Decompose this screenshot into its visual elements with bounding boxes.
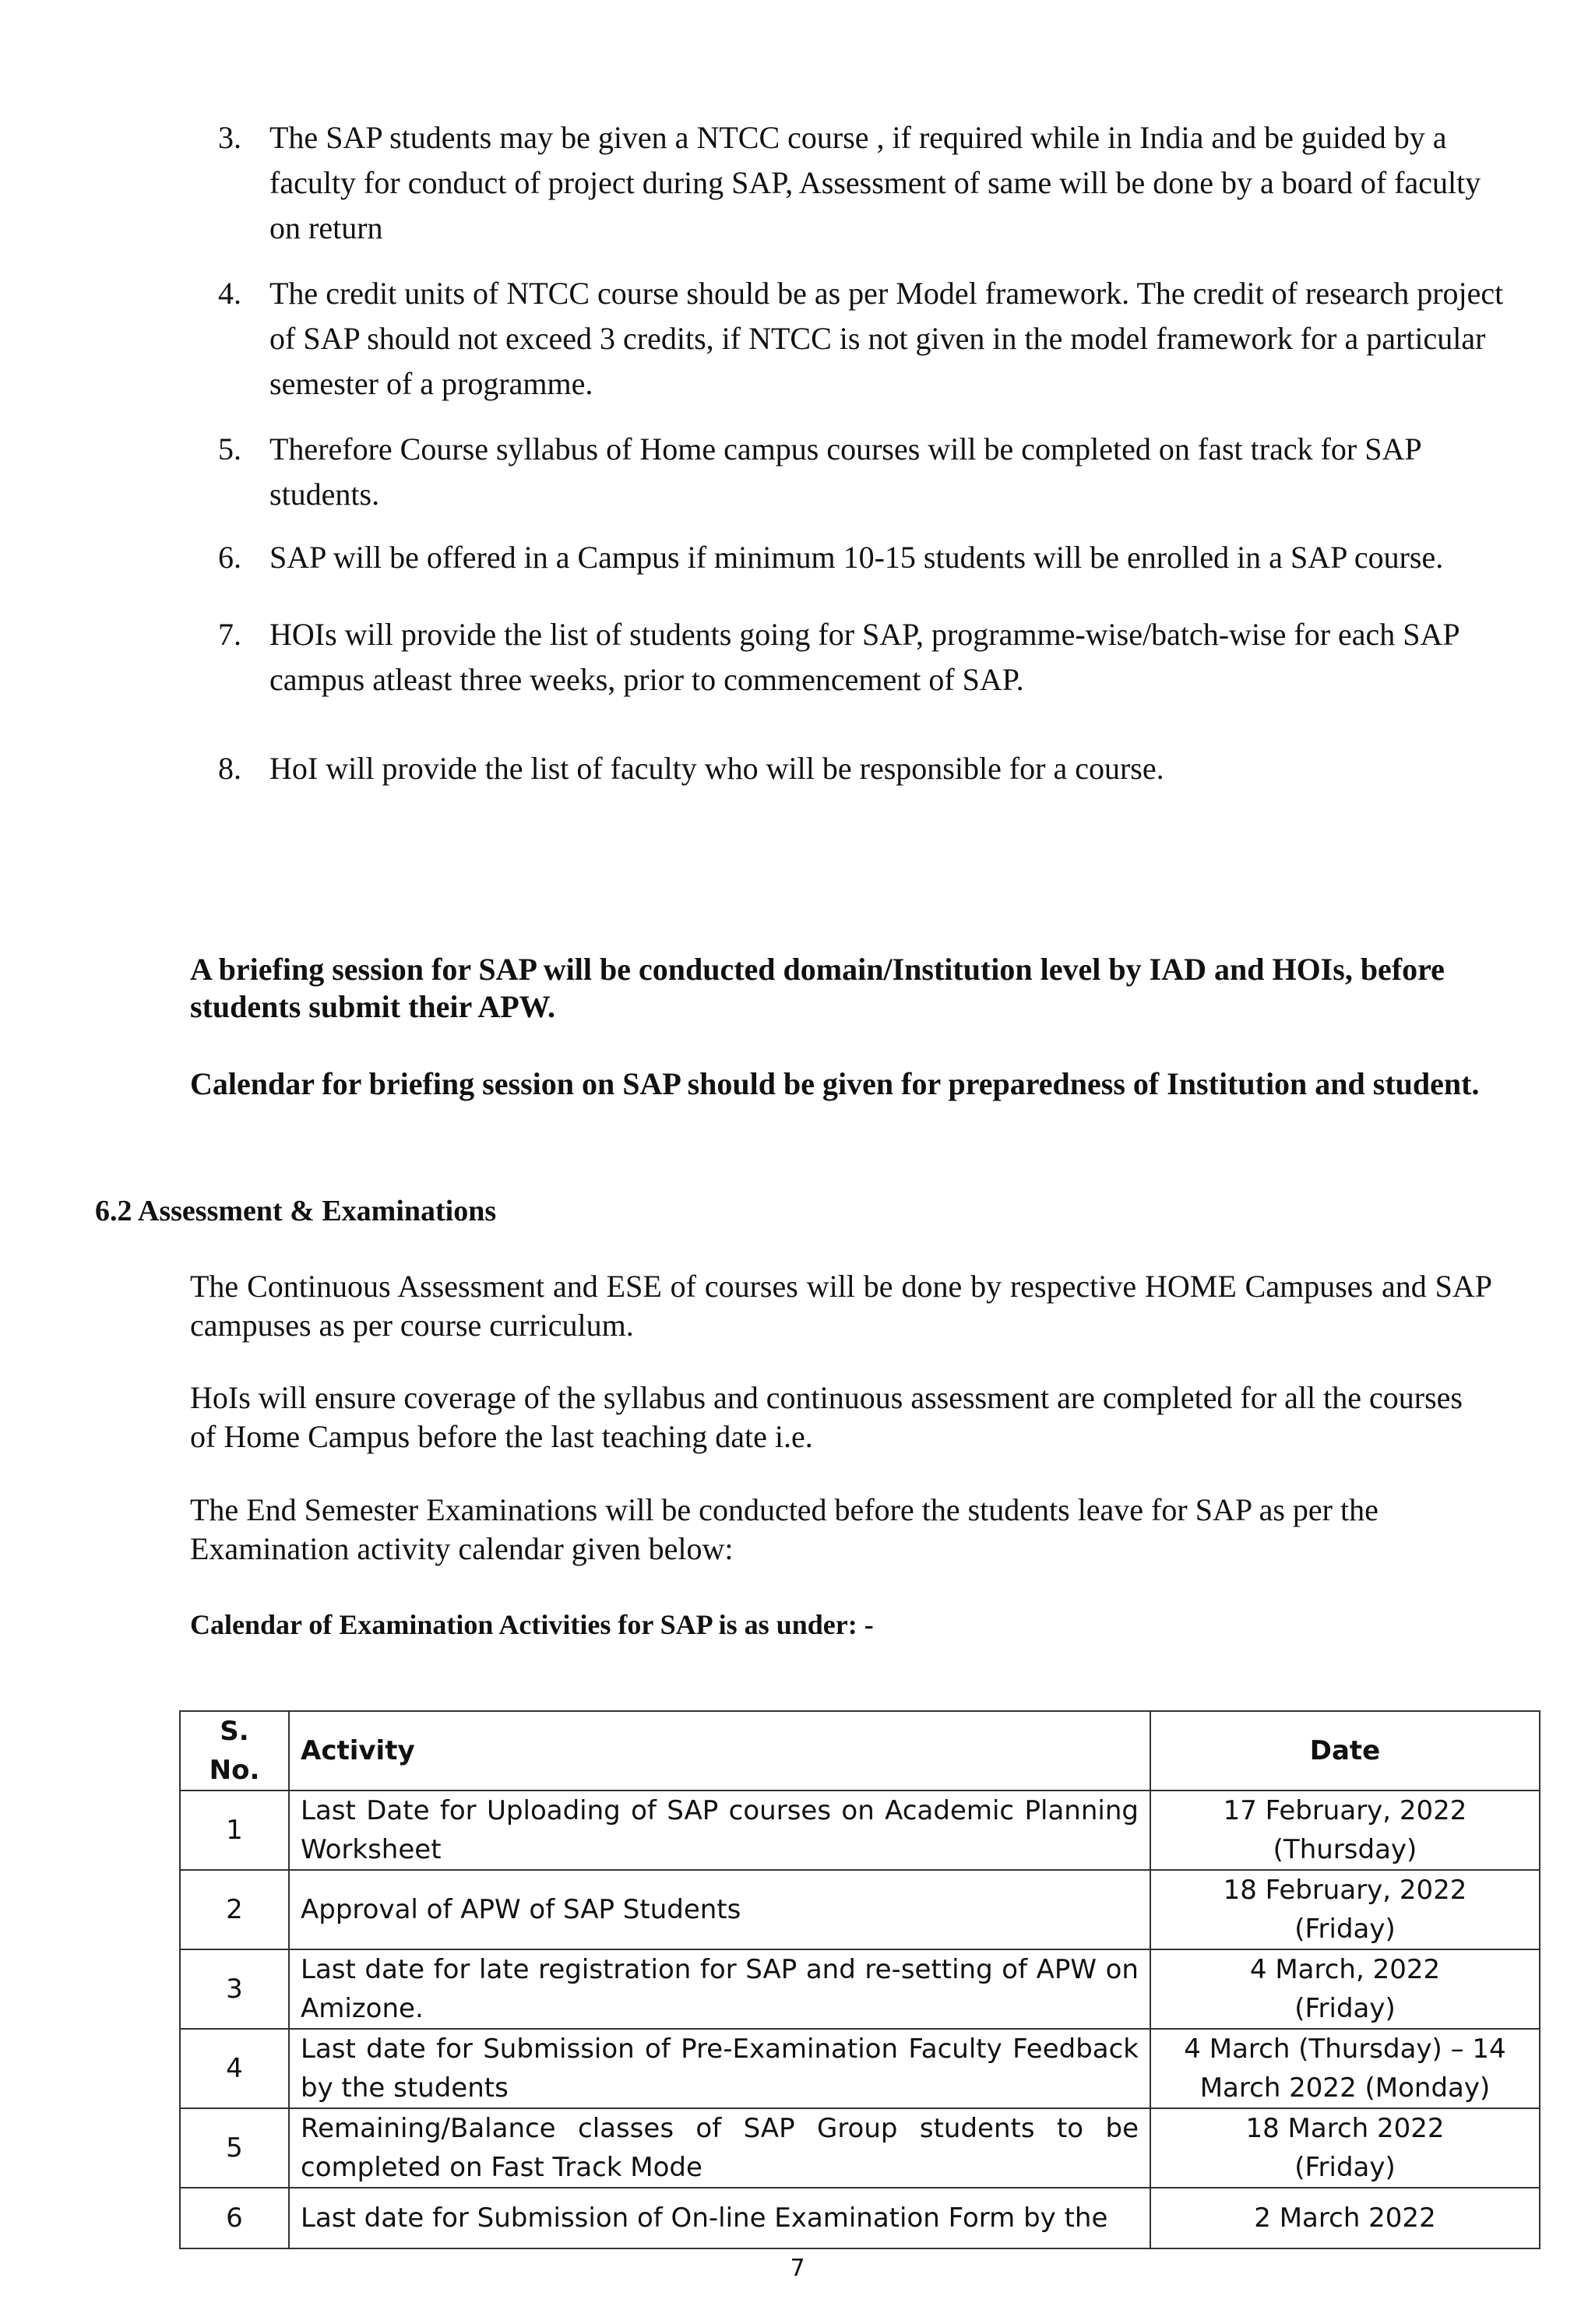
date-line: (Friday)	[1294, 2152, 1396, 2183]
list-item-text: HoI will provide the list of faculty who will be responsible for a course.	[269, 751, 1164, 786]
cell-date	[1150, 2108, 1540, 2188]
cell-sno: 3	[180, 1949, 289, 2029]
date-line: 18 February, 2022	[1223, 1875, 1467, 1906]
header-sno: S. No.	[180, 1711, 289, 1791]
date-line: (Friday)	[1294, 1914, 1396, 1945]
table-header-row	[180, 1711, 1540, 1791]
date-line: 17 February, 2022	[1223, 1795, 1467, 1826]
table-row	[180, 2188, 1540, 2248]
exam-paragraph: The End Semester Examinations will be conducted before the students leave for SAP as per the Examination activity calendar given below:	[190, 1492, 1378, 1566]
date-line: 2 March 2022	[1254, 2203, 1436, 2234]
cell-date	[1150, 1870, 1540, 1949]
cell-sno: 4	[180, 2029, 289, 2108]
cell-activity: Last date for Submission of On-line Examination Form by the	[289, 2188, 1150, 2248]
list-item	[218, 612, 1511, 702]
cell-date	[1150, 2029, 1540, 2108]
cell-sno: 2	[180, 1870, 289, 1949]
list-item-number: 8.	[218, 751, 241, 786]
list-item-number: 7.	[218, 617, 241, 652]
list-item-text: Therefore Course syllabus of Home campus courses will be completed on fast track for SAP students.	[269, 431, 1421, 512]
list-item-text: The credit units of NTCC course should be as per Model framework. The credit of research project of SAP should not exceed 3 credits, if NTCC is not given in the model framework for a particular semester of a programme.	[269, 276, 1504, 401]
cell-date	[1150, 2188, 1540, 2248]
date-line: (Friday)	[1294, 1993, 1396, 2024]
list-item	[218, 537, 1511, 578]
header-date: Date	[1150, 1711, 1540, 1791]
list-item-text: HOIs will provide the list of students going for SAP, programme-wise/batch-wise for each SAP campus atleast three weeks, prior to commencement of SAP.	[269, 617, 1459, 697]
cell-activity: Last date for Submission of Pre-Examination Faculty Feedback by the students	[289, 2029, 1150, 2108]
list-item-number: 6.	[218, 540, 241, 575]
briefing-session-note: A briefing session for SAP will be conducted domain/Institution level by IAD and HOIs, before students submit their APW.	[190, 952, 1445, 1024]
table-row	[180, 1791, 1540, 1870]
header-activity: Activity	[289, 1711, 1150, 1791]
date-line: 4 March, 2022	[1249, 1954, 1441, 1985]
date-line: March 2022 (Monday)	[1199, 2072, 1491, 2104]
cell-sno: 5	[180, 2108, 289, 2188]
list-item	[218, 271, 1511, 407]
list-item	[218, 115, 1511, 251]
date-line: 18 March 2022	[1245, 2113, 1445, 2144]
list-item-number: 3.	[218, 120, 241, 155]
cell-activity: Last date for late registration for SAP and re-setting of APW on Amizone.	[289, 1949, 1150, 2029]
cell-activity: Remaining/Balance classes of SAP Group students to be completed on Fast Track Mode	[289, 2108, 1150, 2188]
list-item	[218, 746, 1511, 791]
calendar-heading: Calendar of Examination Activities for SAP is as under: -	[190, 1609, 874, 1640]
table-row	[180, 2029, 1540, 2108]
table-row	[180, 2108, 1540, 2188]
list-item-number: 5.	[218, 431, 241, 467]
table-row	[180, 1949, 1540, 2029]
list-item-text: SAP will be offered in a Campus if minimum 10-15 students will be enrolled in a SAP course.	[269, 540, 1444, 575]
cell-date	[1150, 1791, 1540, 1870]
syllabus-paragraph: HoIs will ensure coverage of the syllabus and continuous assessment are completed for all the courses of Home Campus before the last teaching date i.e.	[190, 1380, 1463, 1454]
list-item-number: 4.	[218, 276, 241, 311]
list-item	[218, 427, 1511, 517]
exam-calendar-table	[179, 1710, 1540, 2249]
briefing-calendar-note: Calendar for briefing session on SAP should be given for preparedness of Institution and student.	[190, 1066, 1480, 1101]
section-heading: 6.2 Assessment & Examinations	[95, 1195, 497, 1227]
table-row	[180, 1870, 1540, 1949]
list-item-text: The SAP students may be given a NTCC course , if required while in India and be guided by a faculty for conduct of project during SAP, Assessment of same will be done by a board of faculty on return	[269, 120, 1481, 245]
cell-sno: 1	[180, 1791, 289, 1870]
date-line: (Thursday)	[1273, 1834, 1417, 1865]
cell-activity: Last Date for Uploading of SAP courses on Academic Planning Worksheet	[289, 1791, 1150, 1870]
date-line: 4 March (Thursday) – 14	[1184, 2034, 1506, 2065]
numbered-list	[218, 115, 1511, 791]
cell-sno: 6	[180, 2188, 289, 2248]
assessment-paragraph: The Continuous Assessment and ESE of courses will be done by respective HOME Campuses and SAP campuses as per course curriculum.	[190, 1269, 1492, 1343]
page-number: 7	[790, 2255, 805, 2282]
cell-date	[1150, 1949, 1540, 2029]
cell-activity: Approval of APW of SAP Students	[289, 1870, 1150, 1949]
